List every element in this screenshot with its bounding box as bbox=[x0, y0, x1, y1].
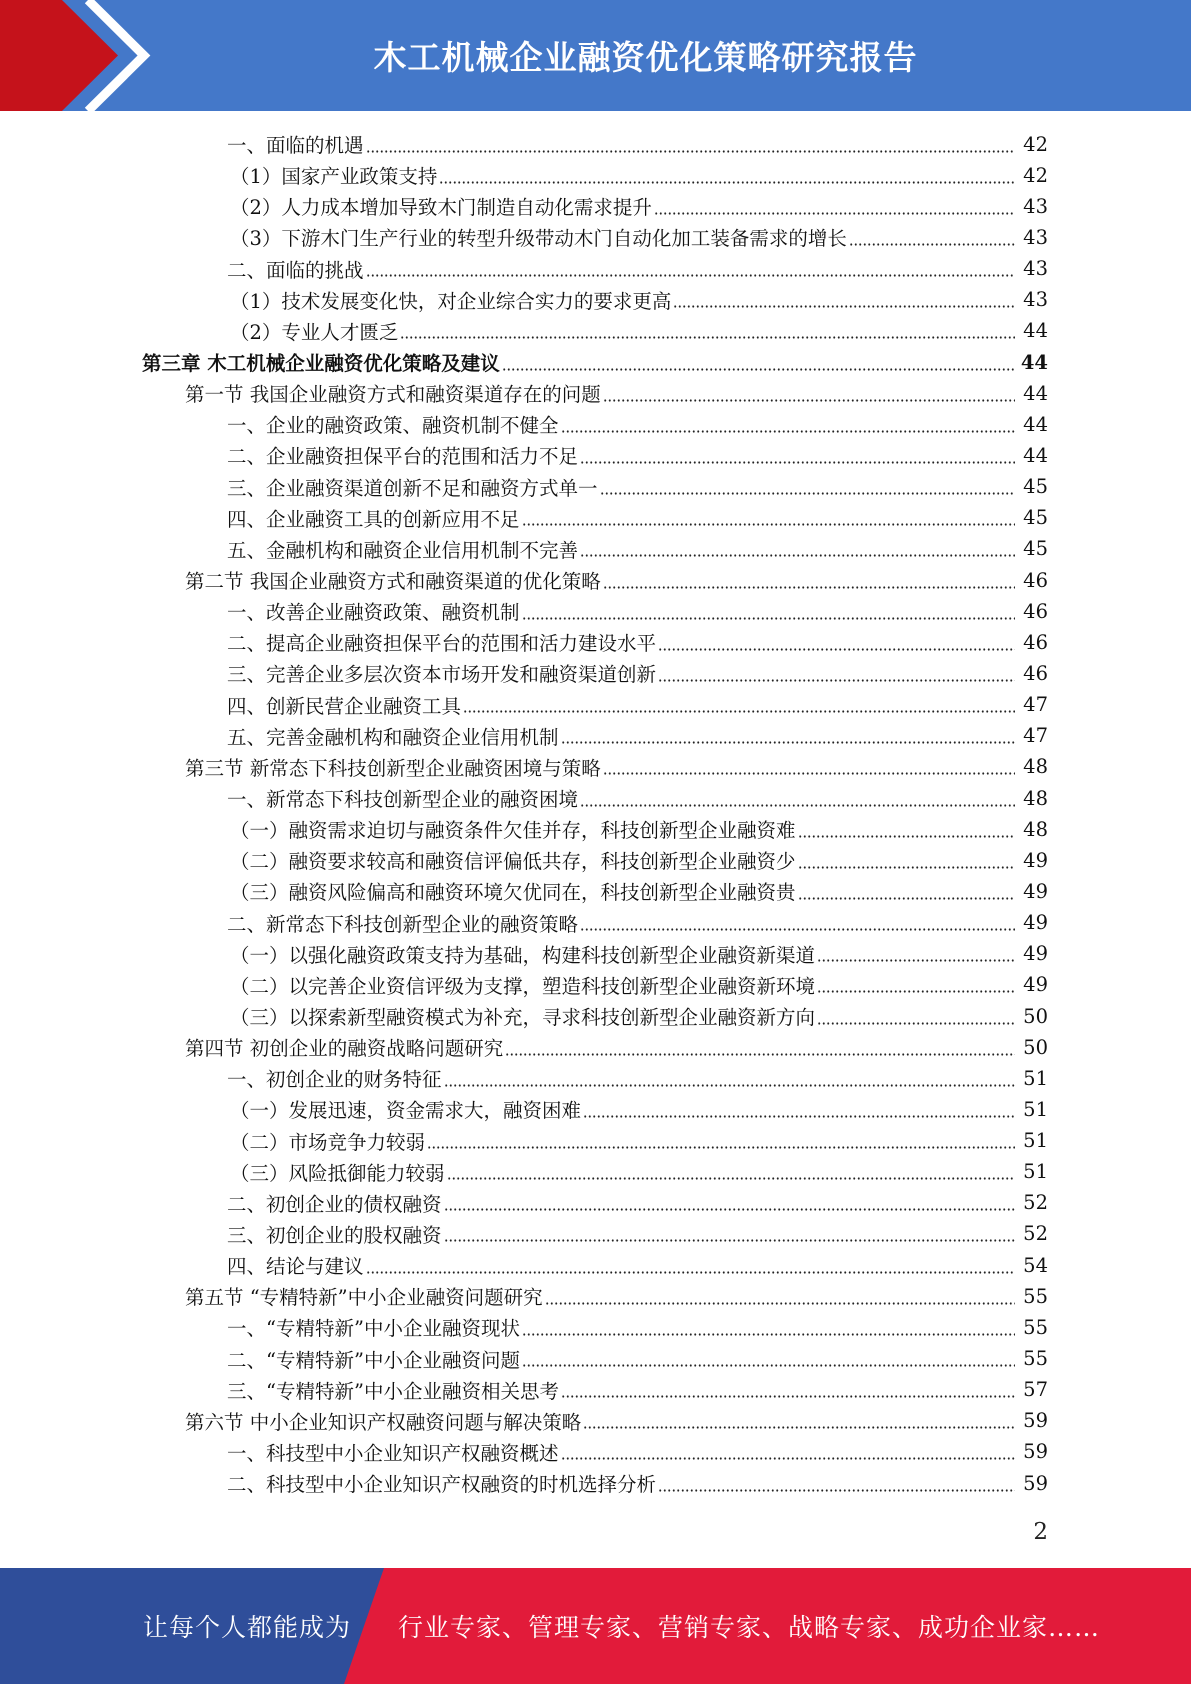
toc-entry-page: 46 bbox=[1023, 599, 1048, 623]
footer-slogan-left: 让每个人都能成为 bbox=[143, 1613, 352, 1642]
toc-entry-label: （2）人力成本增加导致木门制造自动化需求提升 bbox=[230, 196, 652, 220]
toc-entry-page: 44 bbox=[1020, 350, 1048, 374]
toc-entry-page: 46 bbox=[1023, 568, 1048, 592]
toc-entry-label: 二、初创企业的债权融资 bbox=[227, 1192, 442, 1216]
toc-dot-leader bbox=[463, 710, 1015, 713]
toc-entry[interactable] bbox=[0, 253, 1191, 284]
toc-dot-leader bbox=[603, 399, 1015, 402]
toc-dot-leader bbox=[580, 928, 1015, 931]
toc-entry[interactable] bbox=[0, 845, 1191, 876]
toc-entry-label: （三）以探索新型融资模式为补充，寻求科技创新型企业融资新方向 bbox=[230, 1006, 816, 1029]
toc-entry-label: （1）国家产业政策支持 bbox=[230, 165, 438, 189]
toc-entry-label: 三、“专精特新”中小企业融资相关思考 bbox=[227, 1379, 559, 1403]
toc-entry[interactable] bbox=[0, 284, 1191, 315]
toc-dot-leader bbox=[603, 772, 1015, 775]
toc-dot-leader bbox=[505, 1053, 1015, 1056]
toc-entry-label: 四、企业融资工具的创新应用不足 bbox=[227, 507, 520, 531]
toc-dot-leader bbox=[600, 492, 1015, 495]
toc-entry-page: 45 bbox=[1023, 537, 1048, 561]
toc-entry-label: 一、新常态下科技创新型企业的融资困境 bbox=[227, 788, 579, 812]
toc-entry[interactable] bbox=[0, 129, 1191, 160]
toc-entry-page: 49 bbox=[1023, 973, 1048, 997]
toc-entry-label: 二、面临的挑战 bbox=[227, 258, 364, 282]
toc-entry[interactable] bbox=[0, 1468, 1191, 1499]
toc-entry-label: 五、金融机构和融资企业信用机制不完善 bbox=[227, 538, 579, 562]
toc-entry-page: 51 bbox=[1023, 1066, 1048, 1090]
toc-entry-label: 三、完善企业多层次资本市场开发和融资渠道创新 bbox=[227, 663, 657, 687]
toc-dot-leader bbox=[447, 1177, 1015, 1180]
toc-dot-leader bbox=[658, 679, 1015, 682]
page-footer bbox=[0, 1568, 1191, 1684]
toc-section-entry[interactable] bbox=[0, 378, 1191, 409]
toc-entry[interactable] bbox=[0, 876, 1191, 907]
toc-entry-label: 三、企业融资渠道创新不足和融资方式单一 bbox=[227, 476, 598, 500]
toc-entry-page: 43 bbox=[1023, 225, 1048, 249]
toc-entry-page: 52 bbox=[1023, 1191, 1048, 1215]
toc-dot-leader bbox=[583, 1426, 1015, 1429]
toc-entry-label: 四、创新民营企业融资工具 bbox=[227, 694, 462, 718]
toc-dot-leader bbox=[545, 1302, 1015, 1305]
toc-entry-page: 42 bbox=[1023, 163, 1048, 187]
toc-entry-page: 43 bbox=[1023, 288, 1048, 312]
toc-entry-page: 50 bbox=[1023, 1004, 1048, 1028]
toc-entry[interactable] bbox=[0, 907, 1191, 938]
toc-entry[interactable] bbox=[0, 409, 1191, 440]
toc-entry-page: 55 bbox=[1023, 1347, 1048, 1371]
toc-dot-leader bbox=[817, 1022, 1015, 1025]
toc-dot-leader bbox=[798, 897, 1015, 900]
toc-entry-page: 46 bbox=[1023, 630, 1048, 654]
toc-entry[interactable] bbox=[0, 502, 1191, 533]
toc-entry[interactable] bbox=[0, 315, 1191, 346]
toc-entry-page: 50 bbox=[1023, 1035, 1048, 1059]
toc-entry-page: 49 bbox=[1023, 911, 1048, 935]
toc-dot-leader bbox=[849, 243, 1015, 246]
toc-entry-page: 46 bbox=[1023, 661, 1048, 685]
toc-section-entry[interactable] bbox=[0, 1281, 1191, 1312]
toc-entry-label: （二）融资要求较高和融资信评偏低共存，科技创新型企业融资少 bbox=[230, 850, 796, 874]
toc-entry-page: 48 bbox=[1023, 755, 1048, 779]
toc-entry-page: 49 bbox=[1023, 848, 1048, 872]
toc-entry[interactable] bbox=[0, 440, 1191, 471]
toc-entry-label: （2）专业人才匮乏 bbox=[230, 320, 399, 344]
toc-dot-leader bbox=[654, 212, 1015, 215]
toc-entry[interactable] bbox=[0, 222, 1191, 253]
toc-entry[interactable] bbox=[0, 689, 1191, 720]
toc-entry[interactable] bbox=[0, 1218, 1191, 1249]
toc-dot-leader bbox=[400, 336, 1015, 339]
toc-entry-page: 48 bbox=[1023, 817, 1048, 841]
toc-entry[interactable] bbox=[0, 969, 1191, 1000]
toc-entry-page: 45 bbox=[1023, 506, 1048, 530]
toc-entry[interactable] bbox=[0, 658, 1191, 689]
page-number: 2 bbox=[1033, 1519, 1048, 1545]
toc-entry[interactable] bbox=[0, 471, 1191, 502]
toc-entry-label: 一、改善企业融资政策、融资机制 bbox=[227, 601, 520, 625]
toc-dot-leader bbox=[561, 741, 1015, 744]
toc-entry[interactable] bbox=[0, 627, 1191, 658]
toc-dot-leader bbox=[580, 461, 1015, 464]
page-header bbox=[0, 0, 1191, 111]
toc-entry-page: 51 bbox=[1023, 1129, 1048, 1153]
toc-entry-page: 59 bbox=[1023, 1409, 1048, 1433]
toc-entry-label: 二、提高企业融资担保平台的范围和活力建设水平 bbox=[227, 632, 657, 656]
toc-dot-leader bbox=[366, 274, 1015, 277]
table-of-contents bbox=[0, 129, 1191, 1499]
toc-entry-label: 第四节 初创企业的融资战略问题研究 bbox=[185, 1037, 504, 1061]
toc-entry-page: 49 bbox=[1023, 942, 1048, 966]
document-title: 木工机械企业融资优化策略研究报告 bbox=[373, 38, 918, 77]
toc-entry-page: 51 bbox=[1023, 1097, 1048, 1121]
toc-entry[interactable] bbox=[0, 1343, 1191, 1374]
toc-entry-page: 49 bbox=[1023, 879, 1048, 903]
toc-entry-label: 二、“专精特新”中小企业融资问题 bbox=[227, 1348, 520, 1372]
toc-entry-label: （一）发展迅速，资金需求大，融资困难 bbox=[230, 1099, 582, 1123]
toc-dot-leader bbox=[439, 181, 1015, 184]
toc-entry-label: 三、初创企业的股权融资 bbox=[227, 1223, 442, 1247]
toc-entry-label: （3）下游木门生产行业的转型升级带动木门自动化加工装备需求的增长 bbox=[230, 227, 847, 251]
toc-entry-label: 第五节 “专精特新”中小企业融资问题研究 bbox=[185, 1286, 543, 1310]
toc-entry-label: 二、科技型中小企业知识产权融资的时机选择分析 bbox=[227, 1473, 657, 1497]
toc-entry-page: 44 bbox=[1023, 443, 1048, 467]
toc-entry[interactable] bbox=[0, 1000, 1191, 1031]
toc-entry[interactable] bbox=[0, 1187, 1191, 1218]
toc-entry[interactable] bbox=[0, 1094, 1191, 1125]
toc-entry-page: 42 bbox=[1023, 132, 1048, 156]
toc-dot-leader bbox=[561, 1457, 1015, 1460]
toc-entry-label: （三）融资风险偏高和融资环境欠优同在，科技创新型企业融资贵 bbox=[230, 881, 796, 905]
toc-entry-label: 一、科技型中小企业知识产权融资概述 bbox=[227, 1441, 559, 1465]
toc-entry-label: 第二节 我国企业融资方式和融资渠道的优化策略 bbox=[185, 570, 601, 594]
toc-entry-label: 一、面临的机遇 bbox=[227, 134, 364, 158]
toc-dot-leader bbox=[673, 305, 1015, 308]
toc-entry-page: 55 bbox=[1023, 1284, 1048, 1308]
toc-section-entry[interactable] bbox=[0, 1405, 1191, 1436]
toc-entry-label: 第三章 木工机械企业融资优化策略及建议 bbox=[142, 352, 500, 376]
toc-entry[interactable] bbox=[0, 814, 1191, 845]
toc-entry[interactable] bbox=[0, 1250, 1191, 1281]
toc-section-entry[interactable] bbox=[0, 564, 1191, 595]
toc-dot-leader bbox=[603, 586, 1015, 589]
toc-entry[interactable] bbox=[0, 160, 1191, 191]
toc-entry-page: 43 bbox=[1023, 194, 1048, 218]
toc-entry[interactable] bbox=[0, 1156, 1191, 1187]
toc-entry-label: 第六节 中小企业知识产权融资问题与解决策略 bbox=[185, 1410, 582, 1434]
toc-dot-leader bbox=[658, 1489, 1015, 1492]
toc-entry-label: 二、企业融资担保平台的范围和活力不足 bbox=[227, 445, 579, 469]
toc-dot-leader bbox=[444, 1084, 1015, 1087]
toc-entry-label: 二、新常态下科技创新型企业的融资策略 bbox=[227, 912, 579, 936]
toc-entry-page: 57 bbox=[1023, 1378, 1048, 1402]
toc-entry-page: 47 bbox=[1023, 724, 1048, 748]
toc-entry-label: （二）以完善企业资信评级为支撑，塑造科技创新型企业融资新环境 bbox=[230, 974, 816, 998]
toc-dot-leader bbox=[522, 1364, 1015, 1367]
toc-chapter-entry[interactable] bbox=[0, 346, 1191, 377]
toc-entry-page: 51 bbox=[1023, 1160, 1048, 1184]
toc-entry[interactable] bbox=[0, 191, 1191, 222]
toc-entry[interactable] bbox=[0, 533, 1191, 564]
toc-dot-leader bbox=[366, 1271, 1015, 1274]
toc-dot-leader bbox=[561, 1395, 1015, 1398]
toc-dot-leader bbox=[798, 835, 1015, 838]
toc-entry[interactable] bbox=[0, 720, 1191, 751]
toc-section-entry[interactable] bbox=[0, 1032, 1191, 1063]
toc-entry-label: （一）融资需求迫切与融资条件欠佳并存，科技创新型企业融资难 bbox=[230, 819, 796, 843]
toc-section-entry[interactable] bbox=[0, 751, 1191, 782]
toc-dot-leader bbox=[798, 866, 1015, 869]
toc-entry-page: 47 bbox=[1023, 693, 1048, 717]
toc-dot-leader bbox=[444, 1239, 1015, 1242]
toc-entry[interactable] bbox=[0, 1125, 1191, 1156]
toc-entry-label: 一、“专精特新”中小企业融资现状 bbox=[227, 1317, 520, 1341]
toc-entry-page: 44 bbox=[1023, 412, 1048, 436]
toc-dot-leader bbox=[444, 1208, 1015, 1211]
toc-entry-page: 48 bbox=[1023, 786, 1048, 810]
toc-dot-leader bbox=[817, 959, 1015, 962]
toc-entry[interactable] bbox=[0, 782, 1191, 813]
toc-dot-leader bbox=[561, 430, 1015, 433]
toc-entry[interactable] bbox=[0, 1436, 1191, 1467]
toc-entry-label: 第一节 我国企业融资方式和融资渠道存在的问题 bbox=[185, 383, 601, 407]
toc-dot-leader bbox=[427, 1146, 1015, 1149]
toc-entry-label: （1）技术发展变化快，对企业综合实力的要求更高 bbox=[230, 289, 672, 313]
toc-entry-label: 第三节 新常态下科技创新型企业融资困境与策略 bbox=[185, 756, 601, 780]
toc-entry-label: （二）市场竞争力较弱 bbox=[230, 1130, 426, 1154]
toc-dot-leader bbox=[522, 523, 1015, 526]
toc-entry-label: 五、完善金融机构和融资企业信用机制 bbox=[227, 725, 559, 749]
toc-entry-page: 55 bbox=[1023, 1315, 1048, 1339]
toc-entry-page: 45 bbox=[1023, 475, 1048, 499]
toc-dot-leader bbox=[502, 368, 1015, 371]
toc-entry-label: 一、企业的融资政策、融资机制不健全 bbox=[227, 414, 559, 438]
toc-entry-page: 43 bbox=[1023, 257, 1048, 281]
toc-dot-leader bbox=[522, 617, 1015, 620]
toc-entry-page: 44 bbox=[1023, 319, 1048, 343]
toc-entry-label: （三）风险抵御能力较弱 bbox=[230, 1161, 445, 1185]
toc-entry-page: 52 bbox=[1023, 1222, 1048, 1246]
toc-entry-page: 59 bbox=[1023, 1440, 1048, 1464]
toc-entry[interactable] bbox=[0, 1374, 1191, 1405]
toc-dot-leader bbox=[580, 804, 1015, 807]
footer-slogan-right: 行业专家、管理专家、营销专家、战略专家、成功企业家…… bbox=[398, 1613, 1101, 1642]
toc-entry[interactable] bbox=[0, 596, 1191, 627]
toc-entry-label: （一）以强化融资政策支持为基础，构建科技创新型企业融资新渠道 bbox=[230, 943, 816, 967]
toc-entry-label: 四、结论与建议 bbox=[227, 1255, 364, 1279]
toc-dot-leader bbox=[522, 1333, 1015, 1336]
toc-dot-leader bbox=[366, 150, 1015, 153]
toc-dot-leader bbox=[658, 648, 1015, 651]
toc-entry-page: 54 bbox=[1023, 1253, 1048, 1277]
toc-entry-page: 44 bbox=[1023, 381, 1048, 405]
toc-entry-page: 59 bbox=[1023, 1471, 1048, 1495]
toc-dot-leader bbox=[817, 990, 1015, 993]
toc-entry[interactable] bbox=[0, 1063, 1191, 1094]
toc-entry[interactable] bbox=[0, 1312, 1191, 1343]
toc-dot-leader bbox=[580, 554, 1015, 557]
toc-entry[interactable] bbox=[0, 938, 1191, 969]
toc-dot-leader bbox=[583, 1115, 1015, 1118]
toc-entry-label: 一、初创企业的财务特征 bbox=[227, 1068, 442, 1092]
